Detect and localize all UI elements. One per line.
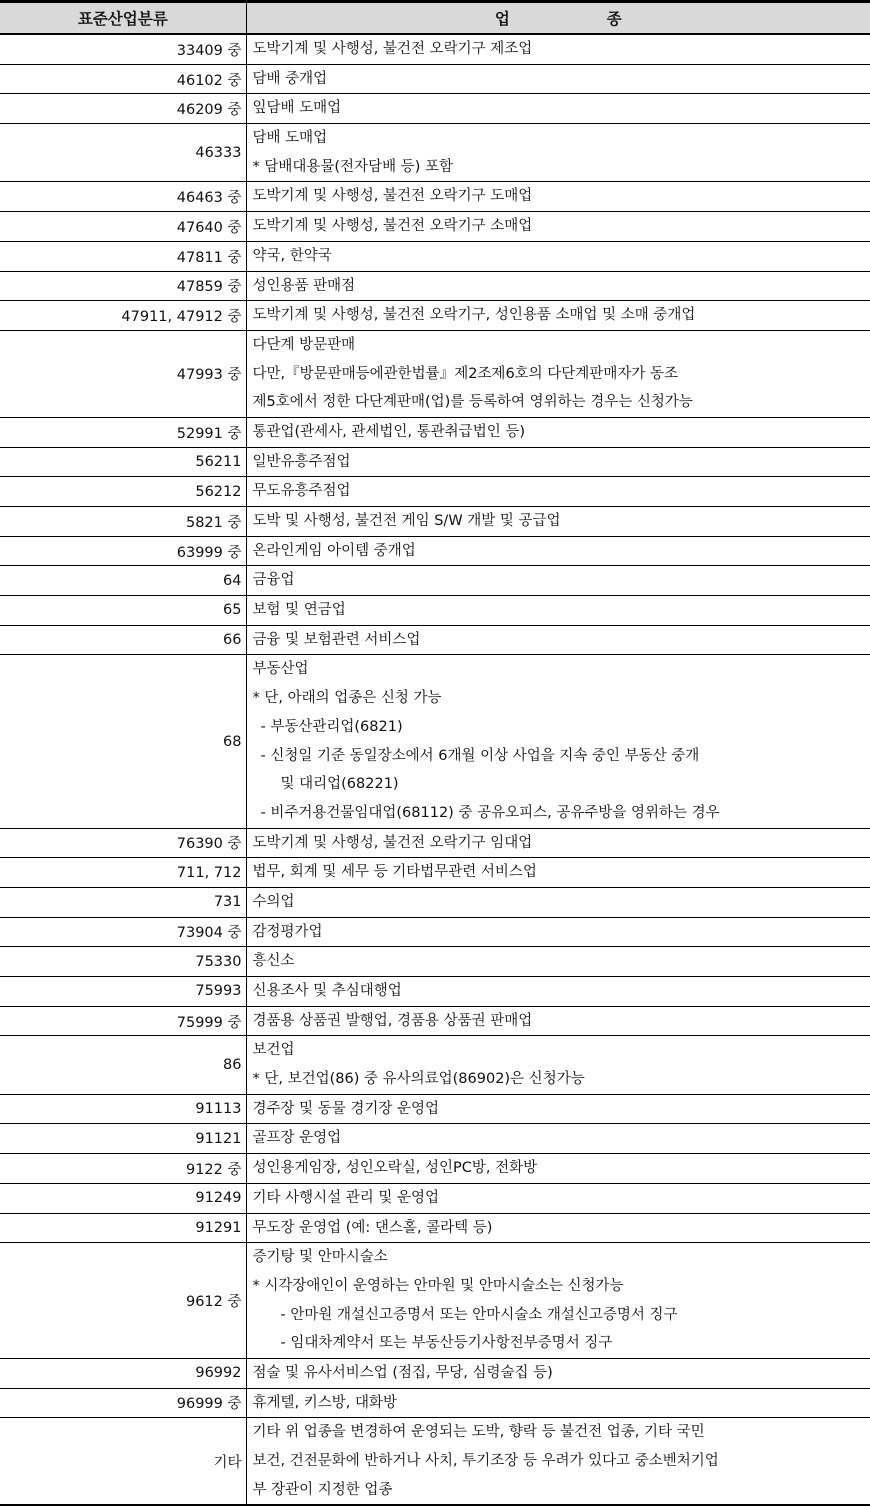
business-type-cell <box>246 1213 870 1243</box>
business-type-line: 도박 및 사행성, 불건전 게임 S/W 개발 및 공급업 <box>253 507 870 536</box>
business-type-cell <box>246 536 870 566</box>
business-type-line: 무도유흥주점업 <box>253 477 870 506</box>
business-type-line: * 단, 아래의 업종은 신청 가능 <box>253 684 870 713</box>
industry-code-cell: 기타 <box>0 1418 246 1506</box>
business-type-line: 감정평가업 <box>253 918 870 947</box>
business-type-line: 점술 및 유사서비스업 (점집, 무당, 심령술집 등) <box>253 1359 870 1388</box>
business-type-line: * 시각장애인이 운영하는 안마원 및 안마시술소는 신청가능 <box>253 1272 870 1301</box>
industry-code-cell: 46102 중 <box>0 64 246 94</box>
industry-code-cell: 731 <box>0 887 246 917</box>
business-type-line: - 임대차계약서 또는 부동산등기사항전부증명서 징구 <box>253 1329 870 1358</box>
table-row <box>0 417 870 447</box>
business-type-cell <box>246 1418 870 1506</box>
business-type-line: 수의업 <box>253 888 870 917</box>
table-row <box>0 566 870 596</box>
table-row <box>0 330 870 417</box>
industry-code-cell: 47993 중 <box>0 330 246 417</box>
industry-code-cell: 47859 중 <box>0 271 246 301</box>
business-type-cell <box>246 1243 870 1359</box>
table-row <box>0 1154 870 1184</box>
industry-code-cell: 75330 <box>0 947 246 977</box>
industry-code-cell: 76390 중 <box>0 828 246 858</box>
table-row <box>0 536 870 566</box>
business-type-cell <box>246 1358 870 1388</box>
industry-code-cell: 96999 중 <box>0 1388 246 1418</box>
industry-code-cell: 56212 <box>0 477 246 507</box>
industry-code-cell: 86 <box>0 1036 246 1094</box>
table-header-row <box>0 2 870 35</box>
business-type-cell <box>246 1124 870 1154</box>
industry-code-cell: 91113 <box>0 1094 246 1124</box>
business-type-line: 일반유흥주점업 <box>253 448 870 477</box>
business-type-cell <box>246 625 870 655</box>
table-row <box>0 1036 870 1094</box>
table-row <box>0 596 870 626</box>
business-type-cell <box>246 1094 870 1124</box>
business-type-line: 도박기계 및 사행성, 불건전 오락기구 임대업 <box>253 829 870 858</box>
business-type-line: 성인용품 판매점 <box>253 272 870 301</box>
table-body <box>0 34 870 1505</box>
business-type-cell <box>246 566 870 596</box>
table-row <box>0 241 870 271</box>
business-type-cell <box>246 1388 870 1418</box>
business-type-cell <box>246 655 870 828</box>
table-row <box>0 271 870 301</box>
business-type-cell <box>246 507 870 537</box>
table-row <box>0 625 870 655</box>
business-type-cell <box>246 301 870 331</box>
business-type-cell <box>246 1006 870 1036</box>
table-row <box>0 887 870 917</box>
business-type-cell <box>246 858 870 888</box>
industry-code-cell: 46209 중 <box>0 94 246 124</box>
industry-code-cell: 91291 <box>0 1213 246 1243</box>
table-row <box>0 477 870 507</box>
table-row <box>0 828 870 858</box>
business-type-line: 보건, 건전문화에 반하거나 사치, 투기조장 등 우려가 있다고 중소벤처기업 <box>253 1447 870 1476</box>
industry-code-cell: 5821 중 <box>0 507 246 537</box>
header-business-type <box>246 2 870 35</box>
header-industry-code: 표준산업분류 <box>0 2 246 35</box>
industry-code-cell: 33409 중 <box>0 34 246 64</box>
business-type-line: 보험 및 연금업 <box>253 596 870 625</box>
industry-code-cell: 75993 <box>0 977 246 1007</box>
business-type-line: 도박기계 및 사행성, 불건전 오락기구 소매업 <box>253 212 870 241</box>
industry-code-cell: 47811 중 <box>0 241 246 271</box>
business-type-cell <box>246 124 870 182</box>
business-type-cell <box>246 917 870 947</box>
industry-code-cell: 47640 중 <box>0 212 246 242</box>
industry-code-cell: 73904 중 <box>0 917 246 947</box>
industry-code-cell: 96992 <box>0 1358 246 1388</box>
industry-code-cell: 52991 중 <box>0 417 246 447</box>
business-type-line: 금융업 <box>253 566 870 595</box>
table-row <box>0 94 870 124</box>
table-row <box>0 1388 870 1418</box>
table-row <box>0 301 870 331</box>
table-row <box>0 447 870 477</box>
business-type-line: 부 장관이 지정한 업종 <box>253 1476 870 1505</box>
business-type-line: 흥신소 <box>253 947 870 976</box>
business-type-line: 도박기계 및 사행성, 불건전 오락기구, 성인용품 소매업 및 소매 중개업 <box>253 301 870 330</box>
business-type-line: 성인용게임장, 성인오락실, 성인PC방, 전화방 <box>253 1154 870 1183</box>
business-type-line: 신용조사 및 추심대행업 <box>253 977 870 1006</box>
table-row <box>0 212 870 242</box>
header-business-type-b: 종 <box>607 7 622 29</box>
business-type-cell <box>246 1183 870 1213</box>
business-type-line: 약국, 한약국 <box>253 242 870 271</box>
business-type-line: 담배 도매업 <box>253 124 870 153</box>
table-row <box>0 182 870 212</box>
business-type-line: - 신청일 기준 동일장소에서 6개월 이상 사업을 지속 중인 부동산 중개 <box>253 742 870 771</box>
business-type-cell <box>246 417 870 447</box>
business-type-line: - 안마원 개설신고증명서 또는 안마시술소 개설신고증명서 징구 <box>253 1301 870 1330</box>
business-type-line: 기타 사행시설 관리 및 운영업 <box>253 1184 870 1213</box>
table-row <box>0 858 870 888</box>
industry-code-cell: 91121 <box>0 1124 246 1154</box>
business-type-line: 도박기계 및 사행성, 불건전 오락기구 도매업 <box>253 182 870 211</box>
industry-code-cell: 9612 중 <box>0 1243 246 1359</box>
business-type-line: 골프장 운영업 <box>253 1124 870 1153</box>
business-type-line: 금융 및 보험관련 서비스업 <box>253 626 870 655</box>
table-row <box>0 1243 870 1359</box>
business-type-cell <box>246 182 870 212</box>
industry-code-cell: 75999 중 <box>0 1006 246 1036</box>
table-row <box>0 977 870 1007</box>
table-row <box>0 34 870 64</box>
industry-code-cell: 68 <box>0 655 246 828</box>
table-row <box>0 124 870 182</box>
business-type-line: 경주장 및 동물 경기장 운영업 <box>253 1095 870 1124</box>
table-row <box>0 947 870 977</box>
table-row <box>0 1183 870 1213</box>
business-type-line: 다만,『방문판매등에관한법률』제2조제6호의 다단계판매자가 동조 <box>253 360 870 389</box>
business-type-line: 담배 중개업 <box>253 65 870 94</box>
business-type-cell <box>246 1154 870 1184</box>
business-type-cell <box>246 887 870 917</box>
industry-code-cell: 46333 <box>0 124 246 182</box>
industry-code-cell: 66 <box>0 625 246 655</box>
business-type-cell <box>246 212 870 242</box>
business-type-line: 및 대리업(68221) <box>253 770 870 799</box>
industry-code-cell: 63999 중 <box>0 536 246 566</box>
table-row <box>0 1358 870 1388</box>
business-type-line: 제5호에서 정한 다단계판매(업)를 등록하여 영위하는 경우는 신청가능 <box>253 388 870 417</box>
business-type-line: 법무, 회계 및 세무 등 기타법무관련 서비스업 <box>253 858 870 887</box>
business-type-cell <box>246 947 870 977</box>
business-type-cell <box>246 477 870 507</box>
business-type-cell <box>246 94 870 124</box>
industry-code-cell: 64 <box>0 566 246 596</box>
industry-code-cell: 65 <box>0 596 246 626</box>
business-type-line: 도박기계 및 사행성, 불건전 오락기구 제조업 <box>253 35 870 64</box>
business-type-cell <box>246 64 870 94</box>
business-type-line: 잎담배 도매업 <box>253 94 870 123</box>
business-type-line: 보건업 <box>253 1036 870 1065</box>
business-type-line: * 담배대용물(전자담배 등) 포함 <box>253 153 870 182</box>
table-row <box>0 64 870 94</box>
industry-code-cell: 56211 <box>0 447 246 477</box>
business-type-line: - 비주거용건물임대업(68112) 중 공유오피스, 공유주방을 영위하는 경우 <box>253 799 870 828</box>
business-type-cell <box>246 447 870 477</box>
business-type-line: 무도장 운영업 (예: 댄스홀, 콜라텍 등) <box>253 1214 870 1243</box>
industry-code-cell: 47911, 47912 중 <box>0 301 246 331</box>
table-row <box>0 1006 870 1036</box>
table-row <box>0 1094 870 1124</box>
table-row <box>0 917 870 947</box>
business-type-cell <box>246 271 870 301</box>
business-type-cell <box>246 828 870 858</box>
business-type-line: 기타 위 업종을 변경하여 운영되는 도박, 향락 등 불건전 업종, 기타 국민 <box>253 1418 870 1447</box>
business-type-line: - 부동산관리업(6821) <box>253 713 870 742</box>
business-type-cell <box>246 241 870 271</box>
business-type-line: 다단계 방문판매 <box>253 331 870 360</box>
business-type-cell <box>246 596 870 626</box>
industry-code-cell: 9122 중 <box>0 1154 246 1184</box>
business-type-line: 휴게텔, 키스방, 대화방 <box>253 1389 870 1418</box>
business-type-line: 경품용 상품권 발행업, 경품용 상품권 판매업 <box>253 1007 870 1036</box>
business-type-line: * 단, 보건업(86) 중 유사의료업(86902)은 신청가능 <box>253 1065 870 1094</box>
business-type-line: 부동산업 <box>253 655 870 684</box>
business-type-cell <box>246 330 870 417</box>
header-business-type-a: 업 <box>495 7 510 29</box>
business-type-cell <box>246 977 870 1007</box>
industry-code-cell: 91249 <box>0 1183 246 1213</box>
table-row <box>0 507 870 537</box>
business-type-cell <box>246 1036 870 1094</box>
business-type-line: 통관업(관세사, 관세법인, 통관취급법인 등) <box>253 418 870 447</box>
table-row <box>0 1213 870 1243</box>
table-row <box>0 1418 870 1506</box>
industry-code-cell: 711, 712 <box>0 858 246 888</box>
business-type-line: 증기탕 및 안마시술소 <box>253 1243 870 1272</box>
business-type-cell <box>246 34 870 64</box>
table-row <box>0 655 870 828</box>
industry-code-cell: 46463 중 <box>0 182 246 212</box>
business-type-line: 온라인게임 아이템 중개업 <box>253 537 870 566</box>
table-row <box>0 1124 870 1154</box>
